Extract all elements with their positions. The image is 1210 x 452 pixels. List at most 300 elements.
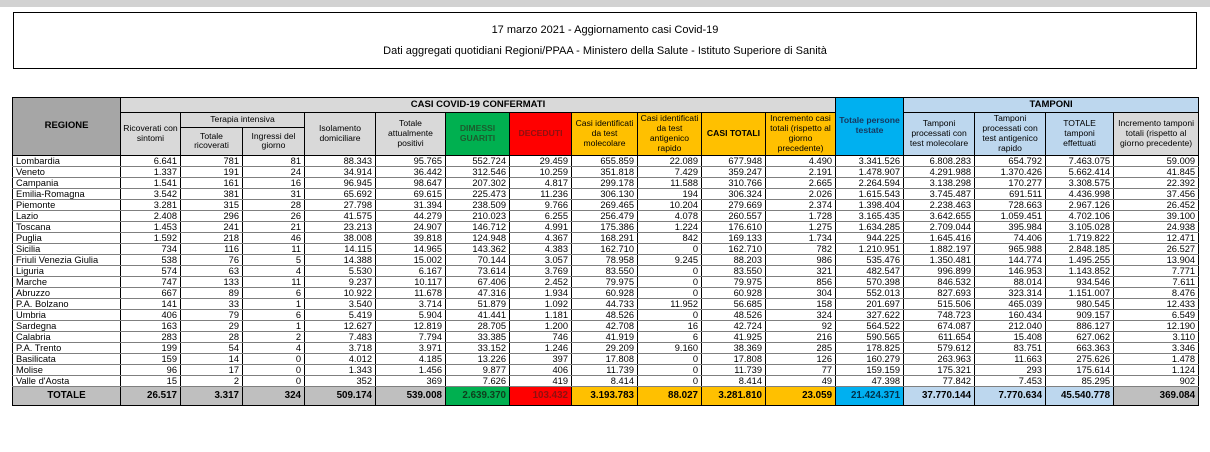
value-cell: 746 bbox=[510, 331, 572, 342]
value-cell: 178.825 bbox=[836, 342, 904, 353]
value-cell: 33 bbox=[181, 298, 243, 309]
value-cell: 1.343 bbox=[305, 364, 376, 375]
value-cell: 14.115 bbox=[305, 243, 376, 254]
value-cell: 9.766 bbox=[510, 199, 572, 210]
value-cell: 0 bbox=[638, 309, 702, 320]
value-cell: 12.819 bbox=[376, 320, 446, 331]
value-cell: 2.848.185 bbox=[1046, 243, 1114, 254]
value-cell: 579.612 bbox=[904, 342, 975, 353]
value-cell: 9.237 bbox=[305, 276, 376, 287]
value-cell: 11 bbox=[243, 243, 305, 254]
value-cell: 201.697 bbox=[836, 298, 904, 309]
table-row bbox=[13, 265, 1199, 276]
value-cell: 39.818 bbox=[376, 232, 446, 243]
col-header-casi-totali: CASI TOTALI bbox=[702, 113, 766, 156]
value-cell: 41.925 bbox=[702, 331, 766, 342]
value-cell: 14 bbox=[181, 353, 243, 364]
value-cell: 83.550 bbox=[702, 265, 766, 276]
total-value-cell: 103.432 bbox=[510, 386, 572, 405]
value-cell: 24.907 bbox=[376, 221, 446, 232]
value-cell: 216 bbox=[766, 331, 836, 342]
col-header-terapia-ingressi: Ingressi del giorno bbox=[243, 128, 305, 155]
value-cell: 29 bbox=[181, 320, 243, 331]
value-cell: 1.541 bbox=[121, 177, 181, 188]
total-value-cell: 509.174 bbox=[305, 386, 376, 405]
value-cell: 21 bbox=[243, 221, 305, 232]
value-cell: 1.151.007 bbox=[1046, 287, 1114, 298]
col-header-casi-antigenico: Casi identificati da test antigenico rapido bbox=[638, 113, 702, 156]
value-cell: 4.436.998 bbox=[1046, 188, 1114, 199]
value-cell: 535.476 bbox=[836, 254, 904, 265]
value-cell: 163 bbox=[121, 320, 181, 331]
total-value-cell: 26.517 bbox=[121, 386, 181, 405]
total-value-cell: 37.770.144 bbox=[904, 386, 975, 405]
value-cell: 73.614 bbox=[446, 265, 510, 276]
value-cell: 419 bbox=[510, 375, 572, 386]
value-cell: 315 bbox=[181, 199, 243, 210]
value-cell: 3.341.526 bbox=[836, 155, 904, 166]
value-cell: 7.611 bbox=[1114, 276, 1199, 287]
value-cell: 552.013 bbox=[836, 287, 904, 298]
value-cell: 552.724 bbox=[446, 155, 510, 166]
region-cell: Valle d'Aosta bbox=[13, 375, 121, 386]
value-cell: 996.899 bbox=[904, 265, 975, 276]
group-header-casi-confermati: CASI COVID-19 CONFERMATI bbox=[121, 98, 836, 113]
value-cell: 283 bbox=[121, 331, 181, 342]
value-cell: 1.398.404 bbox=[836, 199, 904, 210]
value-cell: 324 bbox=[766, 309, 836, 320]
value-cell: 96.945 bbox=[305, 177, 376, 188]
region-cell: Campania bbox=[13, 177, 121, 188]
group-header-tamponi: TAMPONI bbox=[904, 98, 1199, 113]
value-cell: 980.545 bbox=[1046, 298, 1114, 309]
value-cell: 77.842 bbox=[904, 375, 975, 386]
report-title-line1: 17 marzo 2021 - Aggiornamento casi Covid-19 bbox=[491, 24, 719, 36]
value-cell: 11.236 bbox=[510, 188, 572, 199]
value-cell: 842 bbox=[638, 232, 702, 243]
value-cell: 359.247 bbox=[702, 166, 766, 177]
total-value-cell: 45.540.778 bbox=[1046, 386, 1114, 405]
value-cell: 12.627 bbox=[305, 320, 376, 331]
value-cell: 159 bbox=[121, 353, 181, 364]
total-label-cell: TOTALE bbox=[13, 386, 121, 405]
value-cell: 747 bbox=[121, 276, 181, 287]
value-cell: 1.615.543 bbox=[836, 188, 904, 199]
table-row bbox=[13, 177, 1199, 188]
region-cell: P.A. Trento bbox=[13, 342, 121, 353]
value-cell: 39.100 bbox=[1114, 210, 1199, 221]
value-cell: 3.110 bbox=[1114, 331, 1199, 342]
value-cell: 3.138.298 bbox=[904, 177, 975, 188]
value-cell: 63 bbox=[181, 265, 243, 276]
value-cell: 26 bbox=[243, 210, 305, 221]
value-cell: 260.557 bbox=[702, 210, 766, 221]
value-cell: 14.965 bbox=[376, 243, 446, 254]
value-cell: 3.745.487 bbox=[904, 188, 975, 199]
value-cell: 0 bbox=[638, 353, 702, 364]
value-cell: 4.383 bbox=[510, 243, 572, 254]
value-cell: 5.530 bbox=[305, 265, 376, 276]
value-cell: 2 bbox=[181, 375, 243, 386]
value-cell: 2.026 bbox=[766, 188, 836, 199]
value-cell: 406 bbox=[121, 309, 181, 320]
value-cell: 1.210.951 bbox=[836, 243, 904, 254]
table-row bbox=[13, 199, 1199, 210]
value-cell: 16 bbox=[638, 320, 702, 331]
value-cell: 2.191 bbox=[766, 166, 836, 177]
value-cell: 56.685 bbox=[702, 298, 766, 309]
table-body bbox=[13, 155, 1199, 405]
region-cell: Piemonte bbox=[13, 199, 121, 210]
value-cell: 28.705 bbox=[446, 320, 510, 331]
value-cell: 4 bbox=[243, 342, 305, 353]
value-cell: 9.160 bbox=[638, 342, 702, 353]
value-cell: 11.678 bbox=[376, 287, 446, 298]
value-cell: 81 bbox=[243, 155, 305, 166]
value-cell: 38.008 bbox=[305, 232, 376, 243]
table-row bbox=[13, 243, 1199, 254]
value-cell: 1.181 bbox=[510, 309, 572, 320]
value-cell: 38.369 bbox=[702, 342, 766, 353]
value-cell: 1.275 bbox=[766, 221, 836, 232]
region-cell: Toscana bbox=[13, 221, 121, 232]
value-cell: 88.343 bbox=[305, 155, 376, 166]
value-cell: 11.588 bbox=[638, 177, 702, 188]
value-cell: 934.546 bbox=[1046, 276, 1114, 287]
value-cell: 279.669 bbox=[702, 199, 766, 210]
table-total-row bbox=[13, 386, 1199, 405]
value-cell: 162.710 bbox=[702, 243, 766, 254]
value-cell: 8.476 bbox=[1114, 287, 1199, 298]
value-cell: 2.374 bbox=[766, 199, 836, 210]
region-cell: Abruzzo bbox=[13, 287, 121, 298]
value-cell: 312.546 bbox=[446, 166, 510, 177]
value-cell: 782 bbox=[766, 243, 836, 254]
value-cell: 570.398 bbox=[836, 276, 904, 287]
value-cell: 27.798 bbox=[305, 199, 376, 210]
value-cell: 10.117 bbox=[376, 276, 446, 287]
value-cell: 627.062 bbox=[1046, 331, 1114, 342]
value-cell: 728.663 bbox=[975, 199, 1046, 210]
value-cell: 67.406 bbox=[446, 276, 510, 287]
value-cell: 41.575 bbox=[305, 210, 376, 221]
value-cell: 351.818 bbox=[572, 166, 638, 177]
value-cell: 69.615 bbox=[376, 188, 446, 199]
value-cell: 96 bbox=[121, 364, 181, 375]
table-row bbox=[13, 309, 1199, 320]
col-header-tamponi-totale: TOTALE tamponi effettuati bbox=[1046, 113, 1114, 156]
value-cell: 11 bbox=[243, 276, 305, 287]
value-cell: 299.178 bbox=[572, 177, 638, 188]
value-cell: 13.226 bbox=[446, 353, 510, 364]
value-cell: 655.859 bbox=[572, 155, 638, 166]
value-cell: 674.087 bbox=[904, 320, 975, 331]
table-row bbox=[13, 166, 1199, 177]
value-cell: 194 bbox=[638, 188, 702, 199]
table-row bbox=[13, 287, 1199, 298]
value-cell: 60.928 bbox=[572, 287, 638, 298]
value-cell: 321 bbox=[766, 265, 836, 276]
value-cell: 10.259 bbox=[510, 166, 572, 177]
region-cell: Puglia bbox=[13, 232, 121, 243]
value-cell: 2.665 bbox=[766, 177, 836, 188]
value-cell: 734 bbox=[121, 243, 181, 254]
value-cell: 6.549 bbox=[1114, 309, 1199, 320]
total-value-cell: 369.084 bbox=[1114, 386, 1199, 405]
value-cell: 3.769 bbox=[510, 265, 572, 276]
value-cell: 22.392 bbox=[1114, 177, 1199, 188]
region-cell: Veneto bbox=[13, 166, 121, 177]
value-cell: 199 bbox=[121, 342, 181, 353]
total-value-cell: 3.193.783 bbox=[572, 386, 638, 405]
table-row bbox=[13, 254, 1199, 265]
value-cell: 191 bbox=[181, 166, 243, 177]
value-cell: 5.662.414 bbox=[1046, 166, 1114, 177]
table-row bbox=[13, 232, 1199, 243]
value-cell: 241 bbox=[181, 221, 243, 232]
col-header-casi-molecolare: Casi identificati da test molecolare bbox=[572, 113, 638, 156]
value-cell: 146.712 bbox=[446, 221, 510, 232]
value-cell: 15.408 bbox=[975, 331, 1046, 342]
value-cell: 15.002 bbox=[376, 254, 446, 265]
value-cell: 3.540 bbox=[305, 298, 376, 309]
value-cell: 12.471 bbox=[1114, 232, 1199, 243]
value-cell: 6.808.283 bbox=[904, 155, 975, 166]
value-cell: 3.642.655 bbox=[904, 210, 975, 221]
value-cell: 3.718 bbox=[305, 342, 376, 353]
col-header-incremento-tamponi: Incremento tamponi totali (rispetto al giorno precedente) bbox=[1114, 113, 1199, 156]
value-cell: 76 bbox=[181, 254, 243, 265]
region-cell: Lombardia bbox=[13, 155, 121, 166]
value-cell: 37.456 bbox=[1114, 188, 1199, 199]
total-value-cell: 3.281.810 bbox=[702, 386, 766, 405]
value-cell: 77 bbox=[766, 364, 836, 375]
value-cell: 160.279 bbox=[836, 353, 904, 364]
value-cell: 83.550 bbox=[572, 265, 638, 276]
table-row bbox=[13, 353, 1199, 364]
value-cell: 79.975 bbox=[572, 276, 638, 287]
value-cell: 89 bbox=[181, 287, 243, 298]
value-cell: 1.453 bbox=[121, 221, 181, 232]
value-cell: 285 bbox=[766, 342, 836, 353]
value-cell: 465.039 bbox=[975, 298, 1046, 309]
value-cell: 141 bbox=[121, 298, 181, 309]
region-cell: Umbria bbox=[13, 309, 121, 320]
value-cell: 65.692 bbox=[305, 188, 376, 199]
value-cell: 47.316 bbox=[446, 287, 510, 298]
value-cell: 116 bbox=[181, 243, 243, 254]
value-cell: 41.441 bbox=[446, 309, 510, 320]
value-cell: 49 bbox=[766, 375, 836, 386]
value-cell: 44.733 bbox=[572, 298, 638, 309]
value-cell: 161 bbox=[181, 177, 243, 188]
value-cell: 7.794 bbox=[376, 331, 446, 342]
value-cell: 2.238.463 bbox=[904, 199, 975, 210]
value-cell: 143.362 bbox=[446, 243, 510, 254]
value-cell: 92 bbox=[766, 320, 836, 331]
value-cell: 36.442 bbox=[376, 166, 446, 177]
table-row bbox=[13, 221, 1199, 232]
value-cell: 126 bbox=[766, 353, 836, 364]
value-cell: 590.565 bbox=[836, 331, 904, 342]
value-cell: 11.739 bbox=[572, 364, 638, 375]
value-cell: 293 bbox=[975, 364, 1046, 375]
value-cell: 269.465 bbox=[572, 199, 638, 210]
value-cell: 175.386 bbox=[572, 221, 638, 232]
col-header-incremento-casi: Incremento casi totali (rispetto al giorno precedente) bbox=[766, 113, 836, 156]
value-cell: 23.213 bbox=[305, 221, 376, 232]
region-cell: Friuli Venezia Giulia bbox=[13, 254, 121, 265]
top-strip bbox=[0, 0, 1210, 7]
value-cell: 667 bbox=[121, 287, 181, 298]
value-cell: 1.246 bbox=[510, 342, 572, 353]
value-cell: 0 bbox=[638, 375, 702, 386]
value-cell: 3.542 bbox=[121, 188, 181, 199]
value-cell: 2.967.126 bbox=[1046, 199, 1114, 210]
value-cell: 886.127 bbox=[1046, 320, 1114, 331]
value-cell: 352 bbox=[305, 375, 376, 386]
value-cell: 1.634.285 bbox=[836, 221, 904, 232]
value-cell: 44.279 bbox=[376, 210, 446, 221]
value-cell: 78.958 bbox=[572, 254, 638, 265]
value-cell: 0 bbox=[638, 243, 702, 254]
value-cell: 70.144 bbox=[446, 254, 510, 265]
table-row bbox=[13, 331, 1199, 342]
value-cell: 564.522 bbox=[836, 320, 904, 331]
value-cell: 296 bbox=[181, 210, 243, 221]
value-cell: 986 bbox=[766, 254, 836, 265]
value-cell: 677.948 bbox=[702, 155, 766, 166]
region-cell: Liguria bbox=[13, 265, 121, 276]
value-cell: 5 bbox=[243, 254, 305, 265]
value-cell: 46 bbox=[243, 232, 305, 243]
value-cell: 3.714 bbox=[376, 298, 446, 309]
value-cell: 12.190 bbox=[1114, 320, 1199, 331]
value-cell: 611.654 bbox=[904, 331, 975, 342]
value-cell: 310.766 bbox=[702, 177, 766, 188]
total-value-cell: 21.424.371 bbox=[836, 386, 904, 405]
value-cell: 144.774 bbox=[975, 254, 1046, 265]
value-cell: 6.255 bbox=[510, 210, 572, 221]
value-cell: 846.532 bbox=[904, 276, 975, 287]
value-cell: 83.751 bbox=[975, 342, 1046, 353]
value-cell: 48.526 bbox=[702, 309, 766, 320]
value-cell: 7.771 bbox=[1114, 265, 1199, 276]
table-row bbox=[13, 375, 1199, 386]
value-cell: 3.308.575 bbox=[1046, 177, 1114, 188]
value-cell: 306.130 bbox=[572, 188, 638, 199]
value-cell: 748.723 bbox=[904, 309, 975, 320]
value-cell: 856 bbox=[766, 276, 836, 287]
value-cell: 10.204 bbox=[638, 199, 702, 210]
value-cell: 2 bbox=[243, 331, 305, 342]
value-cell: 13.904 bbox=[1114, 254, 1199, 265]
value-cell: 1.200 bbox=[510, 320, 572, 331]
value-cell: 17.808 bbox=[572, 353, 638, 364]
value-cell: 1.592 bbox=[121, 232, 181, 243]
value-cell: 74.406 bbox=[975, 232, 1046, 243]
value-cell: 168.291 bbox=[572, 232, 638, 243]
value-cell: 1.456 bbox=[376, 364, 446, 375]
value-cell: 54 bbox=[181, 342, 243, 353]
region-cell: Basilicata bbox=[13, 353, 121, 364]
value-cell: 4.817 bbox=[510, 177, 572, 188]
value-cell: 7.453 bbox=[975, 375, 1046, 386]
value-cell: 88.203 bbox=[702, 254, 766, 265]
value-cell: 304 bbox=[766, 287, 836, 298]
value-cell: 175.321 bbox=[904, 364, 975, 375]
region-cell: Sardegna bbox=[13, 320, 121, 331]
table-row bbox=[13, 210, 1199, 221]
value-cell: 515.506 bbox=[904, 298, 975, 309]
value-cell: 24 bbox=[243, 166, 305, 177]
value-cell: 397 bbox=[510, 353, 572, 364]
col-header-tamponi-antigenico: Tamponi processati con test antigenico rapido bbox=[975, 113, 1046, 156]
value-cell: 6 bbox=[243, 309, 305, 320]
value-cell: 31.394 bbox=[376, 199, 446, 210]
value-cell: 12.433 bbox=[1114, 298, 1199, 309]
value-cell: 482.547 bbox=[836, 265, 904, 276]
value-cell: 1.124 bbox=[1114, 364, 1199, 375]
col-header-dimessi-guariti: DIMESSI GUARITI bbox=[446, 113, 510, 156]
value-cell: 323.314 bbox=[975, 287, 1046, 298]
value-cell: 381 bbox=[181, 188, 243, 199]
value-cell: 48.526 bbox=[572, 309, 638, 320]
col-header-persone-testate: Totale persone testate bbox=[836, 98, 904, 156]
covid-data-table bbox=[12, 97, 1199, 406]
region-cell: Emilia-Romagna bbox=[13, 188, 121, 199]
region-cell: Molise bbox=[13, 364, 121, 375]
value-cell: 1.224 bbox=[638, 221, 702, 232]
value-cell: 162.710 bbox=[572, 243, 638, 254]
group-header-terapia-intensiva: Terapia intensiva bbox=[181, 113, 305, 128]
value-cell: 6.641 bbox=[121, 155, 181, 166]
value-cell: 3.165.435 bbox=[836, 210, 904, 221]
table-row bbox=[13, 188, 1199, 199]
value-cell: 691.511 bbox=[975, 188, 1046, 199]
value-cell: 4.185 bbox=[376, 353, 446, 364]
value-cell: 2.408 bbox=[121, 210, 181, 221]
value-cell: 6.167 bbox=[376, 265, 446, 276]
value-cell: 7.429 bbox=[638, 166, 702, 177]
value-cell: 95.765 bbox=[376, 155, 446, 166]
value-cell: 7.463.075 bbox=[1046, 155, 1114, 166]
value-cell: 98.647 bbox=[376, 177, 446, 188]
value-cell: 4.012 bbox=[305, 353, 376, 364]
value-cell: 15 bbox=[121, 375, 181, 386]
value-cell: 4.291.988 bbox=[904, 166, 975, 177]
value-cell: 11.663 bbox=[975, 353, 1046, 364]
value-cell: 3.281 bbox=[121, 199, 181, 210]
region-cell: Sicilia bbox=[13, 243, 121, 254]
col-header-tamponi-molecolare: Tamponi processati con test molecolare bbox=[904, 113, 975, 156]
total-value-cell: 539.008 bbox=[376, 386, 446, 405]
value-cell: 0 bbox=[638, 276, 702, 287]
total-value-cell: 23.059 bbox=[766, 386, 836, 405]
region-cell: Calabria bbox=[13, 331, 121, 342]
value-cell: 31 bbox=[243, 188, 305, 199]
value-cell: 574 bbox=[121, 265, 181, 276]
value-cell: 1.350.481 bbox=[904, 254, 975, 265]
value-cell: 1.734 bbox=[766, 232, 836, 243]
value-cell: 212.040 bbox=[975, 320, 1046, 331]
value-cell: 29.459 bbox=[510, 155, 572, 166]
report-title-line2: Dati aggregati quotidiani Regioni/PPAA - Ministero della Salute - Istituto Superiore di Sanità bbox=[383, 45, 827, 57]
value-cell: 33.152 bbox=[446, 342, 510, 353]
value-cell: 6 bbox=[243, 287, 305, 298]
value-cell: 538 bbox=[121, 254, 181, 265]
col-header-regione: REGIONE bbox=[13, 98, 121, 156]
